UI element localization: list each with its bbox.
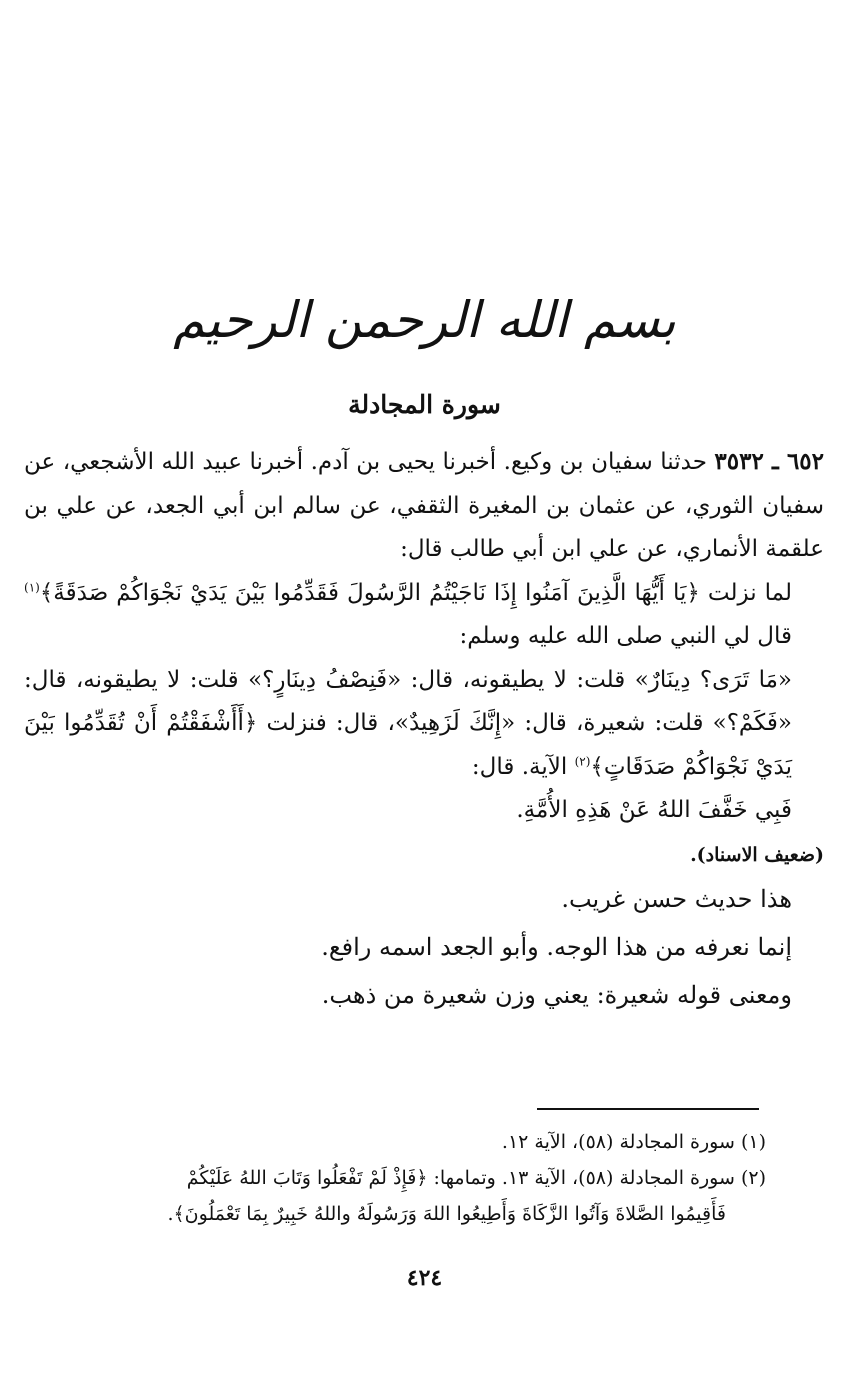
footnote-2-continuation: فَأَقِيمُوا الصَّلاةَ وَآتُوا الزَّكَاةَ وَأَطِيعُوا اللهَ وَرَسُولَهُ واللهُ خَبِيرٌ بِمَا تَعْمَلُونَ﴾. — [167, 1203, 726, 1225]
para2-lead: لما نزلت — [699, 579, 792, 606]
comment-line: ومعنى قوله شعيرة: يعني وزن شعيرة من ذهب. — [321, 980, 792, 1009]
hadith-dialogue-paragraph — [24, 659, 824, 790]
footnote-ref-1: (١) — [24, 579, 40, 594]
surah-title: سورة المجادلة — [348, 390, 501, 419]
footnote-1: (١) سورة المجادلة (٥٨)، الآية ١٢. — [501, 1131, 766, 1153]
footnotes — [16, 1124, 766, 1232]
comment-line: إنما نعرفه من هذا الوجه. وأبو الجعد اسمه رافع. — [321, 932, 792, 961]
footnote-2: (٢) سورة المجادلة (٥٨)، الآية ١٣. وتمامها: ﴿فَإِذْ لَمْ تَفْعَلُوا وَتَابَ اللهُ عَلَيْكُمْ — [186, 1167, 766, 1189]
hadith-paragraph-2 — [24, 572, 824, 659]
hadith-number: ٦٥٢ ـ ٣٥٣٢ — [714, 448, 824, 475]
footnote-divider — [537, 1108, 759, 1110]
hadith-closing: فَبِي خَفَّفَ اللهُ عَنْ هَذِهِ الأُمَّةِ. — [516, 797, 792, 823]
basmala-calligraphy: بسم الله الرحمن الرحيم — [173, 291, 676, 349]
footnote-ref-2: (٢) — [574, 753, 591, 768]
quran-verse-2: ﴿أَأَشْفَقْتُمْ أَنْ تُقَدِّمُوا بَيْنَ يَدَيْ نَجْوَاكُمْ صَدَقَاتٍ﴾ — [24, 710, 792, 780]
page-number: ٤٢٤ — [406, 1265, 443, 1291]
hadith-isnad-paragraph — [24, 440, 824, 572]
para2-tail: قال لي النبي صلى الله عليه وسلم: — [459, 623, 792, 649]
hadith-dialogue: «مَا تَرَى؟ دِينَارٌ» قلت: لا يطيقونه، قال: «فَنِصْفُ دِينَارٍ؟» قلت: لا يطيقونه، قال: «فَكَمْ؟» قلت: شعيرة، قال: «إِنَّكَ لَزَهِيدٌ»، قال: فنزلت — [24, 666, 793, 736]
quran-verse-1: ﴿يَا أَيُّهَا الَّذِينَ آمَنُوا إِذَا نَاجَيْتُمُ الرَّسُولَ فَقَدِّمُوا بَيْنَ يَدَيْ نَجْوَاكُمْ صَدَقَةً﴾ — [39, 579, 700, 606]
main-text — [24, 440, 824, 1019]
dialogue-tail: الآية. قال: — [471, 753, 575, 780]
comment-line: هذا حديث حسن غريب. — [561, 884, 792, 913]
hadith-grade: (ضعيف الاسناد). — [690, 843, 824, 866]
hadith-isnad: حدثنا سفيان بن وكيع. أخبرنا يحيى بن آدم. أخبرنا عبيد الله الأشجعي، عن سفيان الثوري، عن عثمان بن المغيرة الثقفي، عن سالم ابن أبي الجعد، عن علي بن علقمة الأنماري، عن علي ابن أبي طالب قال: — [24, 449, 824, 562]
